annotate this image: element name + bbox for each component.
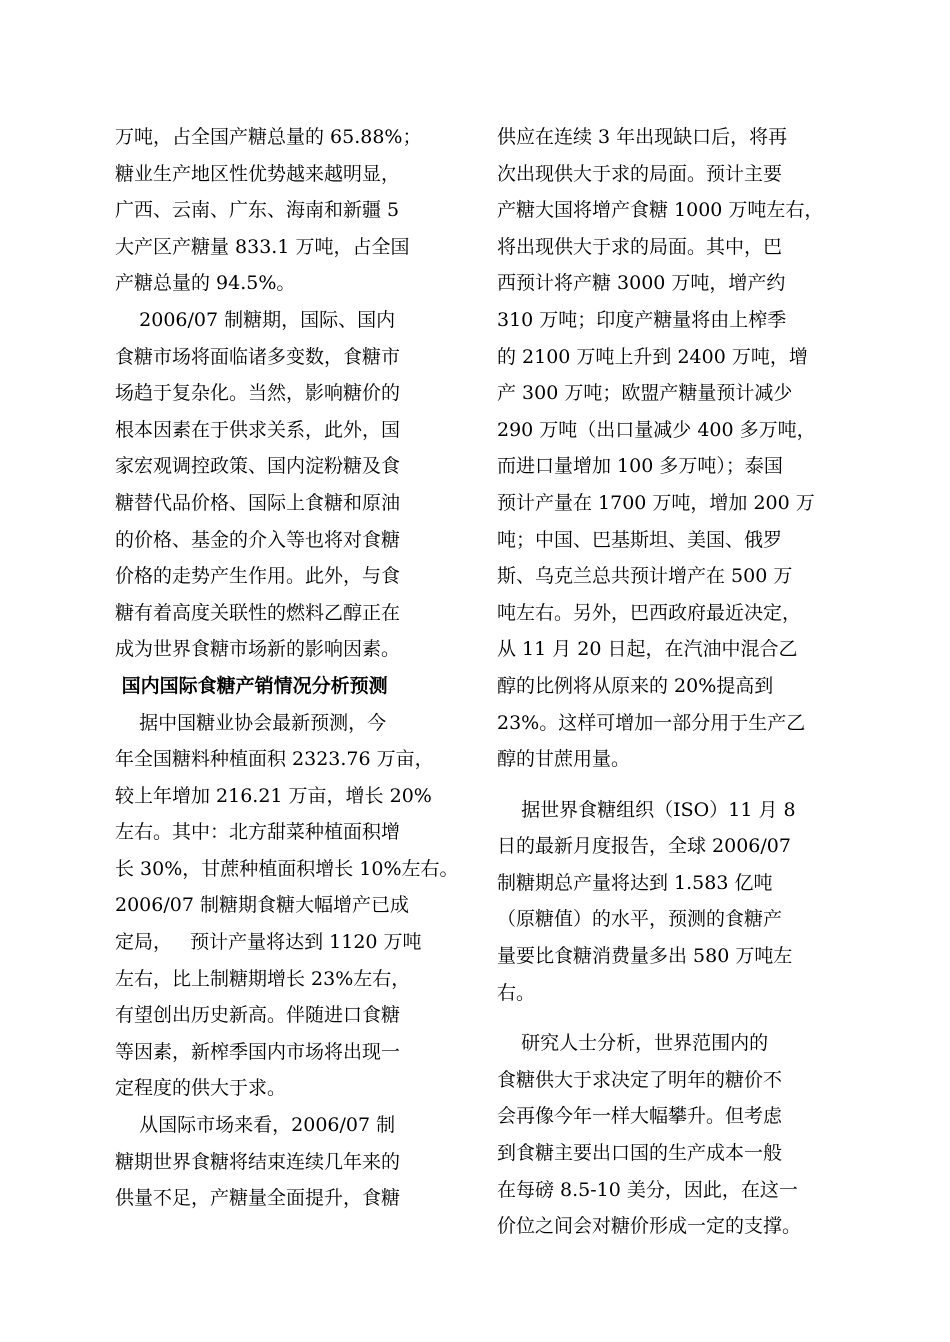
text-line: 产糖大国将增产食糖 1000 万吨左右，: [497, 199, 824, 222]
text-line: 糖期世界食糖将结束连续几年来的: [115, 1150, 401, 1173]
paragraph-gap: [497, 778, 849, 792]
paragraph-gap: [497, 1011, 849, 1025]
text-line: 定局， 预计产量将达到 1120 万吨: [115, 931, 422, 954]
text-line: 西预计将产糖 3000 万吨，增产约: [497, 272, 786, 295]
text-line: 据中国糖业协会最新预测，今: [115, 711, 387, 734]
text-line: 量要比食糖消费量多出 580 万吨左: [497, 945, 793, 968]
text-line: 醇的比例将从原来的 20%提高到: [497, 674, 774, 697]
text-line: 长 30%，甘蔗种植面积增长 10%左右。: [115, 857, 459, 880]
text-line: 日的最新月度报告，全球 2006/07: [497, 835, 791, 858]
text-line: 将出现供大于求的局面。其中，巴: [497, 235, 783, 258]
text-line: 食糖供大于求决定了明年的糖价不: [497, 1068, 783, 1091]
text-line: 左右，比上制糖期增长 23%左右，: [115, 967, 411, 990]
text-line: 家宏观调控政策、国内淀粉糖及食: [115, 455, 401, 478]
text-line: 大产区产糖量 833.1 万吨，占全国: [115, 235, 410, 258]
text-line: 产 300 万吨；欧盟产糖量预计减少: [497, 382, 793, 405]
text-line: 而进口量增加 100 多万吨）；泰国: [497, 455, 783, 478]
text-line: 左右。其中：北方甜菜种植面积增: [115, 821, 401, 844]
text-line: 定程度的供大于求。: [115, 1077, 287, 1100]
text-line: 食糖市场将面临诸多变数，食糖市: [115, 345, 401, 368]
text-line: 2006/07 制糖期，国际、国内: [115, 308, 396, 331]
text-line: 的价格、基金的介入等也将对食糖: [115, 528, 401, 551]
section-heading: 国内国际食糖产销情况分析预测: [115, 674, 388, 697]
text-line: 醇的甘蔗用量。: [497, 748, 631, 771]
text-line: 糖有着高度关联性的燃料乙醇正在: [115, 601, 401, 624]
text-line: 万吨，占全国产糖总量的 65.88%；: [115, 126, 422, 148]
text-line: 斯、乌克兰总共预计增产在 500 万: [497, 565, 793, 588]
left-column: [115, 119, 467, 1217]
text-line: 场趋于复杂化。当然，影响糖价的: [115, 382, 401, 405]
text-line: 预计产量在 1700 万吨，增加 200 万: [497, 491, 815, 514]
text-line: 研究人士分析，世界范围内的: [497, 1032, 769, 1055]
text-line: 在每磅 8.5-10 美分，因此，在这一: [497, 1178, 798, 1201]
text-line: 的 2100 万吨上升到 2400 万吨，增: [497, 345, 808, 368]
text-line: 据世界食糖组织（ISO）11 月 8: [497, 798, 796, 821]
text-line: 290 万吨（出口量减少 400 多万吨，: [497, 418, 816, 441]
text-line: 年全国糖料种植面积 2323.76 万亩，: [115, 748, 434, 771]
text-line: 会再像今年一样大幅攀升。但考虑: [497, 1105, 783, 1128]
text-line: 吨；中国、巴基斯坦、美国、俄罗: [497, 528, 783, 551]
text-line: 从国际市场来看，2006/07 制: [115, 1114, 396, 1137]
text-line: 糖业生产地区性优势越来越明显，: [115, 162, 401, 185]
text-line: 到食糖主要出口国的生产成本一般: [497, 1142, 783, 1165]
text-line: 供应在连续 3 年出现缺口后，将再: [497, 126, 788, 148]
text-line: 吨左右。另外，巴西政府最近决定，: [497, 601, 802, 624]
text-line: 等因素，新榨季国内市场将出现一: [115, 1040, 401, 1063]
text-line: 2006/07 制糖期食糖大幅增产已成: [115, 894, 409, 917]
text-line: 次出现供大于求的局面。预计主要: [497, 162, 783, 185]
text-line: 制糖期总产量将达到 1.583 亿吨: [497, 871, 773, 894]
text-line: 从 11 月 20 日起，在汽油中混合乙: [497, 638, 798, 661]
text-line: 供量不足，产糖量全面提升，食糖: [115, 1187, 401, 1210]
text-line: 产糖总量的 94.5%。: [115, 272, 296, 295]
text-line: 成为世界食糖市场新的影响因素。: [115, 638, 401, 661]
text-line: 310 万吨；印度产糖量将由上榨季: [497, 308, 787, 331]
text-line: 价位之间会对糖价形成一定的支撑。: [497, 1215, 802, 1238]
text-line: 根本因素在于供求关系，此外，国: [115, 418, 401, 441]
text-line: 23%。这样可增加一部分用于生产乙: [497, 711, 806, 734]
text-line: （原糖值）的水平，预测的食糖产: [497, 908, 783, 931]
text-line: 右。: [497, 981, 536, 1004]
text-line: 有望创出历史新高。伴随进口食糖: [115, 1004, 401, 1027]
text-line: 广西、云南、广东、海南和新疆 5: [115, 199, 400, 222]
text-line: 糖替代品价格、国际上食糖和原油: [115, 491, 401, 514]
text-line: 较上年增加 216.21 万亩，增长 20%: [115, 784, 432, 807]
right-column: [497, 119, 849, 1245]
text-line: 价格的走势产生作用。此外，与食: [115, 565, 401, 588]
